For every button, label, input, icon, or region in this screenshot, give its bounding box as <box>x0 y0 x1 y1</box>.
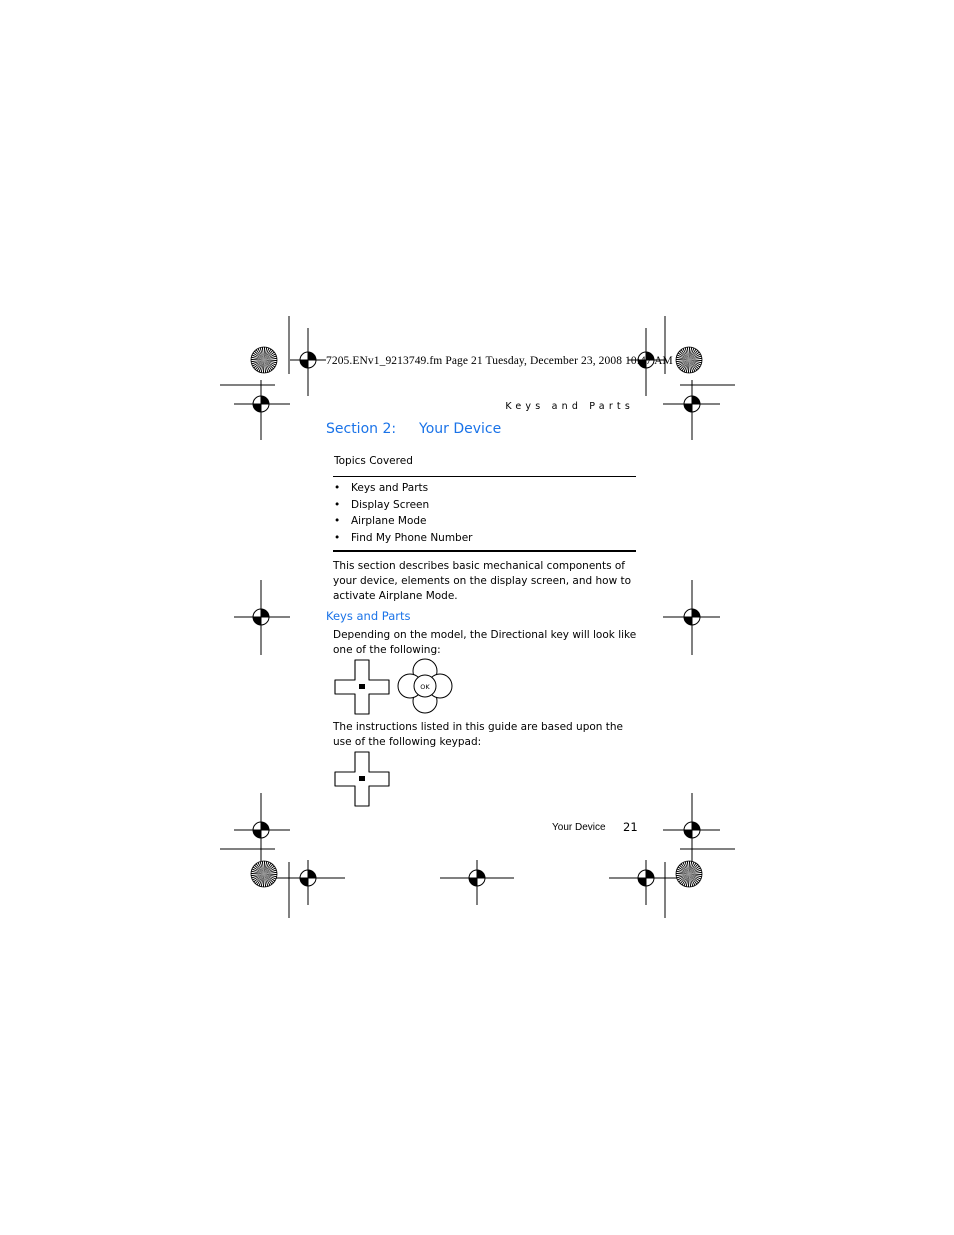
topics-top-rule <box>333 476 636 477</box>
topic-label: Airplane Mode <box>351 515 427 527</box>
section-name: Your Device <box>419 421 502 437</box>
keys-and-parts-heading: Keys and Parts <box>326 609 411 623</box>
keypad-cross-illustration <box>334 751 392 809</box>
topics-bottom-rule <box>333 550 636 552</box>
ok-key-label: OK <box>420 683 430 691</box>
keypad-paragraph: The instructions listed in this guide are based upon the use of the following keypad: <box>333 721 624 748</box>
section-number: Section 2: <box>326 421 397 437</box>
topic-label: Keys and Parts <box>351 482 429 494</box>
directional-key-paragraph: Depending on the model, the Directional key will look like one of the following: <box>333 629 637 656</box>
page-number: 21 <box>623 820 638 834</box>
topics-list <box>334 480 473 546</box>
topics-covered-label: Topics Covered <box>334 455 413 467</box>
footer-section-label: Your Device <box>552 822 606 833</box>
bullet: • <box>334 482 341 494</box>
bullet: • <box>334 531 341 544</box>
intro-paragraph: This section describes basic mechanical components of your device, elements on the display screen, and how to activate Airplane Mode. <box>333 560 632 602</box>
running-head: Keys and Parts <box>505 401 634 412</box>
list-item <box>334 480 473 497</box>
topic-label: Display Screen <box>351 498 430 511</box>
section-title <box>326 421 501 437</box>
bullet: • <box>334 515 341 527</box>
print-slug-line: 7205.ENv1_9213749.fm Page 21 Tuesday, December 23, 2008 10:47 AM <box>326 355 673 367</box>
topic-label: Find My Phone Number <box>351 531 473 544</box>
bullet: • <box>334 498 341 511</box>
directional-key-clover-illustration <box>396 657 454 715</box>
list-item <box>334 530 473 547</box>
list-item <box>334 497 473 514</box>
list-item <box>334 513 473 530</box>
directional-key-cross-illustration <box>334 659 392 717</box>
